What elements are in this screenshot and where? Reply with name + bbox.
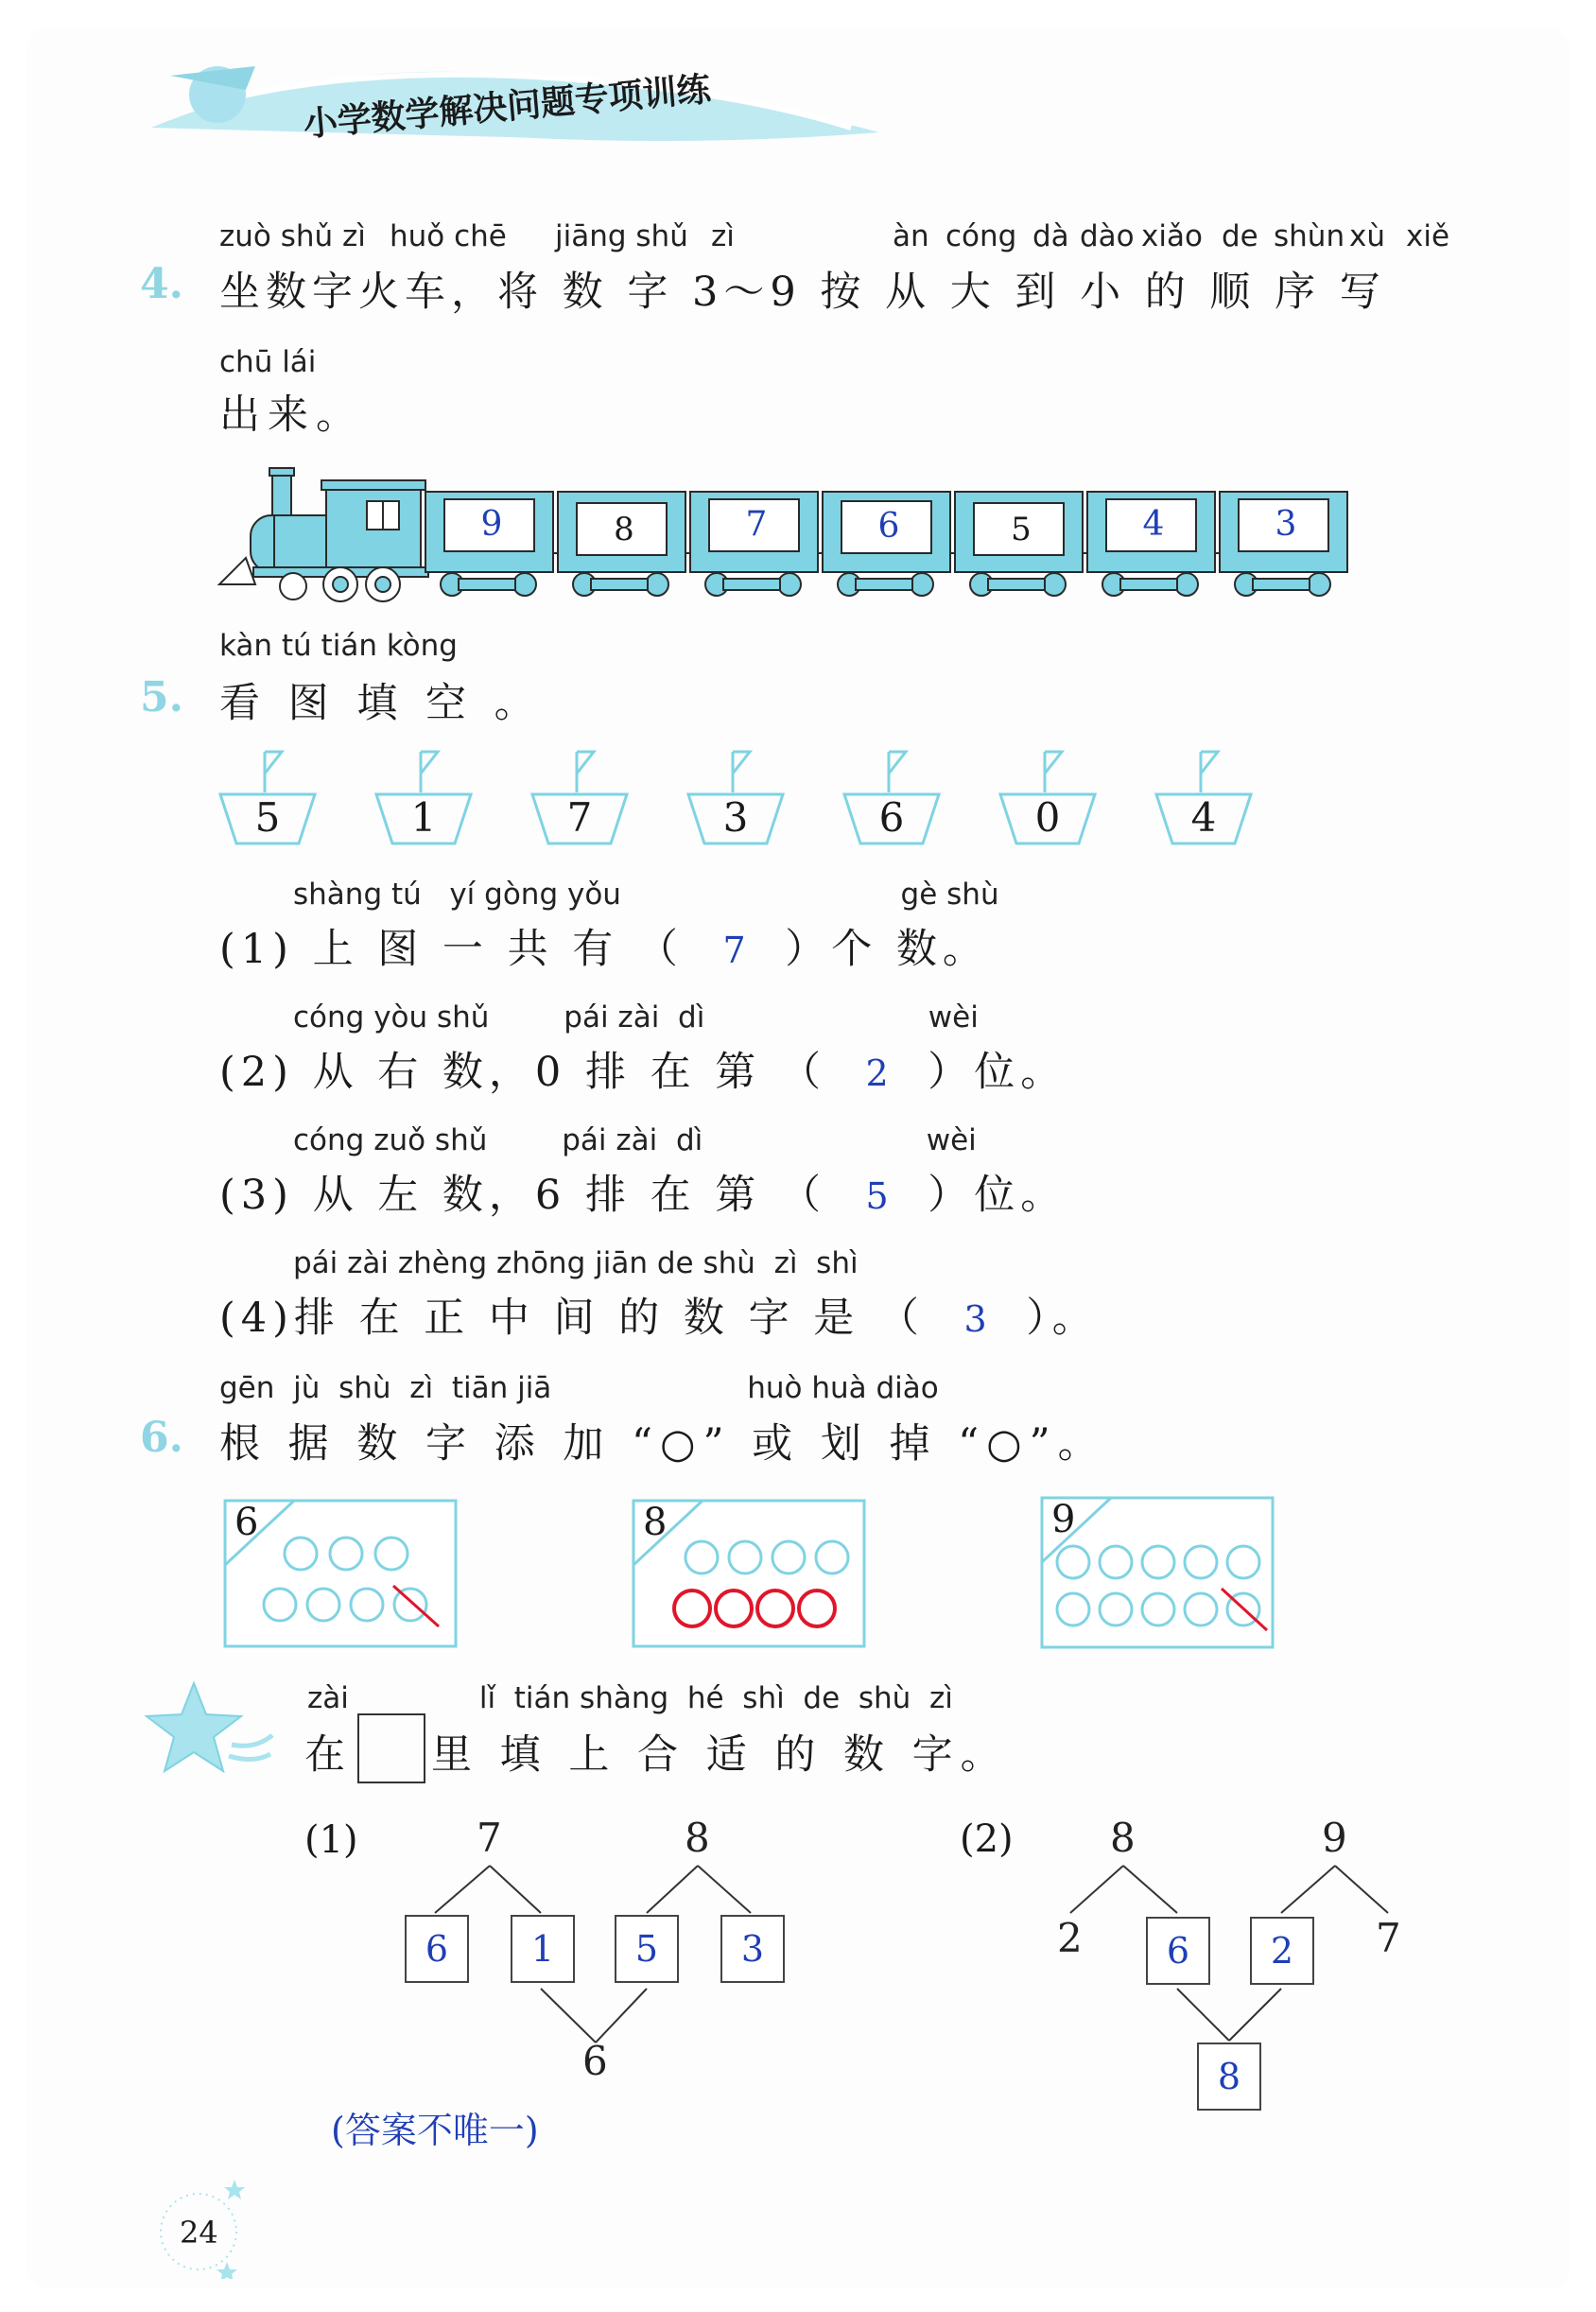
q5-sub1: [219, 917, 989, 975]
q7-text-before: 在: [304, 1731, 345, 1779]
q7-part1-top-left: 7: [477, 1815, 502, 1861]
card-number: 9: [1051, 1498, 1076, 1541]
q5-sub3: [219, 1163, 1067, 1221]
q7-note: (答案不唯一): [331, 2110, 539, 2151]
boat-number: 1: [410, 794, 437, 841]
q7-part2-box: 6: [1146, 1917, 1210, 1985]
q7-part1-box: 1: [511, 1915, 575, 1983]
card-drawing: [632, 1499, 868, 1650]
q5-sub3-answer: 5: [865, 1175, 889, 1217]
q7-part1-box: 6: [405, 1915, 469, 1983]
train-car-number: 4: [1142, 505, 1165, 544]
q4-pinyin-line2: chū lái: [219, 345, 317, 379]
q4-text-line1: 坐数字火车，将 数 字 3～9 按 从 大 到 小 的 顺 序 写: [219, 269, 1386, 316]
q5-sub2-prefix: (2) 从 右 数，0 排 在 第 （: [219, 1049, 826, 1096]
question-4-number: 4.: [140, 260, 183, 308]
train: [217, 463, 1352, 605]
q5-sub4: [219, 1286, 1099, 1344]
q7-part2-left-number: 2: [1057, 1915, 1083, 1961]
q5-sub4-answer: 3: [963, 1298, 987, 1340]
circle-card: [632, 1499, 868, 1650]
boat-number: 3: [722, 794, 749, 841]
train-car-number: 7: [745, 505, 768, 544]
q7-part2-top-right: 9: [1322, 1815, 1347, 1861]
card-drawing: [1040, 1496, 1276, 1652]
train-car-number: 3: [1275, 505, 1297, 544]
q5-sub3-prefix: (3) 从 左 数，6 排 在 第 （: [219, 1172, 826, 1219]
q5-sub2-pinyin: cóng yòu shǔ pái zài dì wèi: [293, 1000, 979, 1034]
question-5-number: 5.: [140, 673, 183, 721]
train-car-number: 6: [877, 507, 900, 546]
q5-sub1-answer: 7: [722, 930, 746, 971]
boat-number: 6: [878, 794, 905, 841]
q5-sub4-prefix: (4)排 在 正 中 间 的 数 字 是 （: [219, 1295, 925, 1342]
q7-part1-diagram: [397, 1811, 794, 2095]
q7-part1-label: (1): [304, 1818, 358, 1862]
q5-sub2-suffix: ）位。: [928, 1049, 1067, 1096]
boat-number: 5: [254, 794, 281, 841]
q5-sub3-pinyin: cóng zuǒ shǔ pái zài dì wèi: [293, 1123, 977, 1157]
circle-card: [1040, 1496, 1276, 1652]
boat-row: [216, 747, 1275, 851]
q7-part2-top-left: 8: [1110, 1815, 1136, 1861]
q5-sub2-answer: 2: [865, 1052, 889, 1094]
q5-sub1-prefix: (1) 上 图 一 共 有 （: [219, 926, 684, 973]
card-number: 6: [234, 1501, 259, 1544]
page-number-badge: [151, 2175, 255, 2279]
q7-part1-box: 3: [720, 1915, 785, 1983]
card-drawing: [223, 1499, 460, 1650]
q4-text-line2: 出来。: [219, 391, 364, 439]
q5-pinyin: kàn tú tián kòng: [219, 629, 458, 663]
q5-sub1-pinyin: shàng tú yí gòng yǒu gè shù: [293, 878, 999, 912]
answer-box-example: [357, 1713, 425, 1783]
page-number: 24: [180, 2215, 218, 2251]
q5-sub1-suffix: ）个 数。: [785, 926, 989, 973]
train-car-number: 8: [614, 511, 634, 548]
q5-sub2: [219, 1040, 1067, 1098]
star-drawing: [142, 1678, 274, 1782]
q7-part2-bottom-box: 8: [1197, 2043, 1261, 2111]
q5-sub4-pinyin: pái zài zhèng zhōng jiān de shù zì shì: [293, 1246, 859, 1280]
star-icon: [142, 1678, 274, 1782]
q5-sub4-suffix: ）。: [1026, 1295, 1099, 1342]
q7-part1-bottom: 6: [582, 2038, 608, 2084]
q7-part2-label: (2): [960, 1817, 1014, 1861]
q7-part2-diagram: [1040, 1811, 1418, 2113]
question-6-number: 6.: [140, 1414, 183, 1462]
boat-number: 0: [1034, 794, 1061, 841]
card-number: 8: [643, 1501, 668, 1544]
q7-pinyin: zài lǐ tián shàng hé shì de shù zì: [307, 1681, 953, 1715]
q5-sub3-suffix: ）位。: [928, 1172, 1067, 1219]
boat-number: 7: [566, 794, 593, 841]
train-car-number: 9: [480, 505, 503, 544]
q6-text: 根 据 数 字 添 加 “○” 或 划 掉 “○”。: [219, 1420, 1106, 1468]
q7-text-after: 里 填 上 合 适 的 数 字。: [431, 1731, 1009, 1779]
q7-part2-box: 2: [1250, 1917, 1314, 1985]
boat-number: 4: [1190, 794, 1217, 841]
q7-part1-top-right: 8: [685, 1815, 710, 1861]
train-car-number: 5: [1011, 511, 1032, 548]
q5-text: 看 图 填 空 。: [219, 680, 543, 727]
q6-pinyin: gēn jù shù zì tiān jiā huò huà diào: [219, 1371, 939, 1405]
q7-part1-box: 5: [615, 1915, 679, 1983]
q7-part2-right-number: 7: [1376, 1915, 1401, 1961]
header-title: 小学数学解决问题专项训练: [302, 70, 713, 145]
train-drawing: [217, 463, 1352, 605]
circle-card: [223, 1499, 460, 1650]
